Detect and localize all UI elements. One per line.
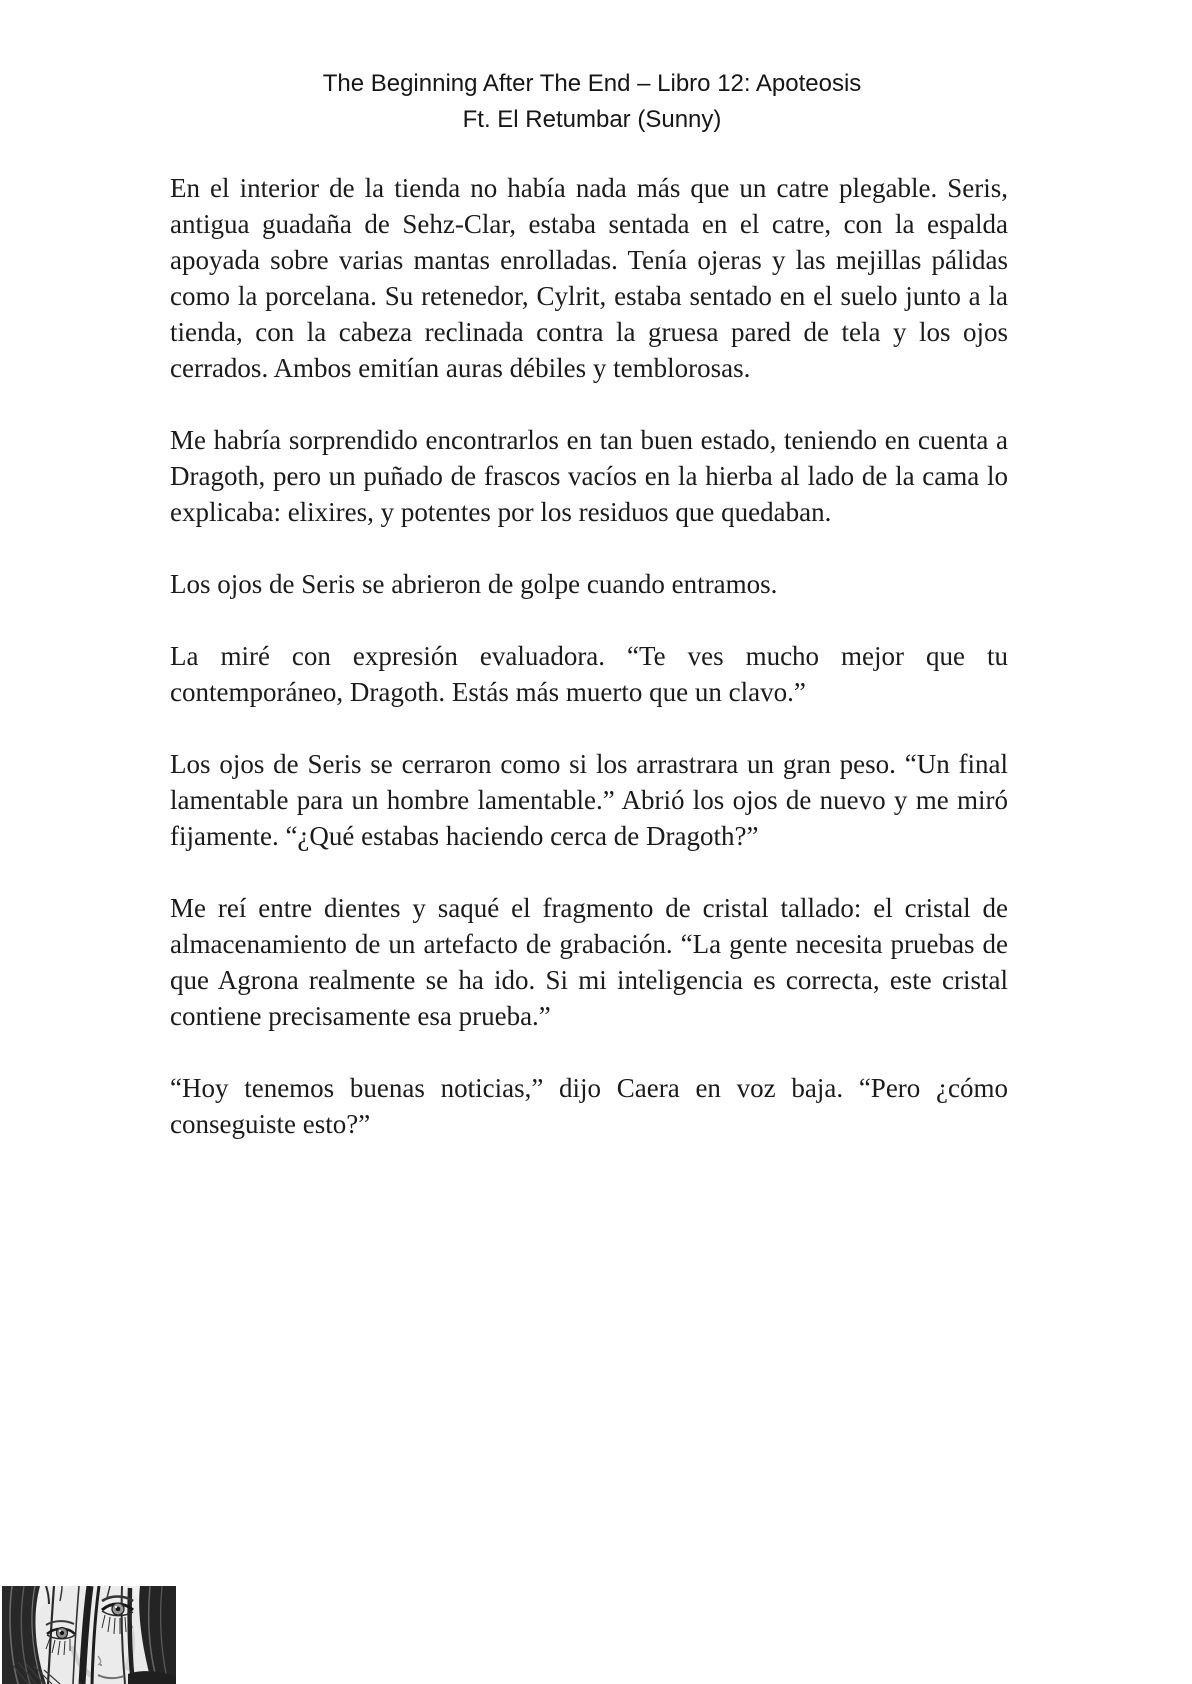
paragraph: En el interior de la tienda no había nada más que un catre plegable. Seris, antigua guadaña de Sehz-Clar, estaba sentada en el catre, con la espalda apoyada sobre varias mantas enrolladas. Tenía ojeras y las mejillas pálidas como la porcelana. Su retenedor, Cylrit, estaba sentado en el suelo junto a la tienda, con la cabeza reclinada contra la gruesa pared de tela y los ojos cerrados. Ambos emitían auras débiles y temblorosas. xyxy=(170,173,1008,383)
paragraph: La miré con expresión evaluadora. “Te ves mucho mejor que tu contemporáneo, Dragoth. Estás más muerto que un clavo.” xyxy=(170,641,1008,707)
paragraph: Los ojos de Seris se cerraron como si los arrastrara un gran peso. “Un final lamentable para un hombre lamentable.” Abrió los ojos de nuevo y me miró fijamente. “¿Qué estabas haciendo cerca de Dragoth?” xyxy=(170,749,1008,851)
manga-face-image xyxy=(2,1586,176,1684)
manga-face-illustration xyxy=(2,1586,176,1684)
title-line-2: Ft. El Retumbar (Sunny) xyxy=(462,106,722,133)
title-line-1: The Beginning After The End – Libro 12: Apoteosis xyxy=(322,70,862,97)
document-body xyxy=(170,170,1008,1142)
document-title xyxy=(170,66,1014,138)
paragraph: “Hoy tenemos buenas noticias,” dijo Caera en voz baja. “Pero ¿cómo conseguiste esto?” xyxy=(170,1073,1008,1139)
paragraph: Me reí entre dientes y saqué el fragmento de cristal tallado: el cristal de almacenamiento de un artefacto de grabación. “La gente necesita pruebas de que Agrona realmente se ha ido. Si mi inteligencia es correcta, este cristal contiene precisamente esa prueba.” xyxy=(170,893,1008,1031)
paragraph: Los ojos de Seris se abrieron de golpe cuando entramos. xyxy=(170,569,778,599)
paragraph: Me habría sorprendido encontrarlos en tan buen estado, teniendo en cuenta a Dragoth, pero un puñado de frascos vacíos en la hierba al lado de la cama lo explicaba: elixires, y potentes por los residuos que quedaban. xyxy=(170,425,1008,527)
